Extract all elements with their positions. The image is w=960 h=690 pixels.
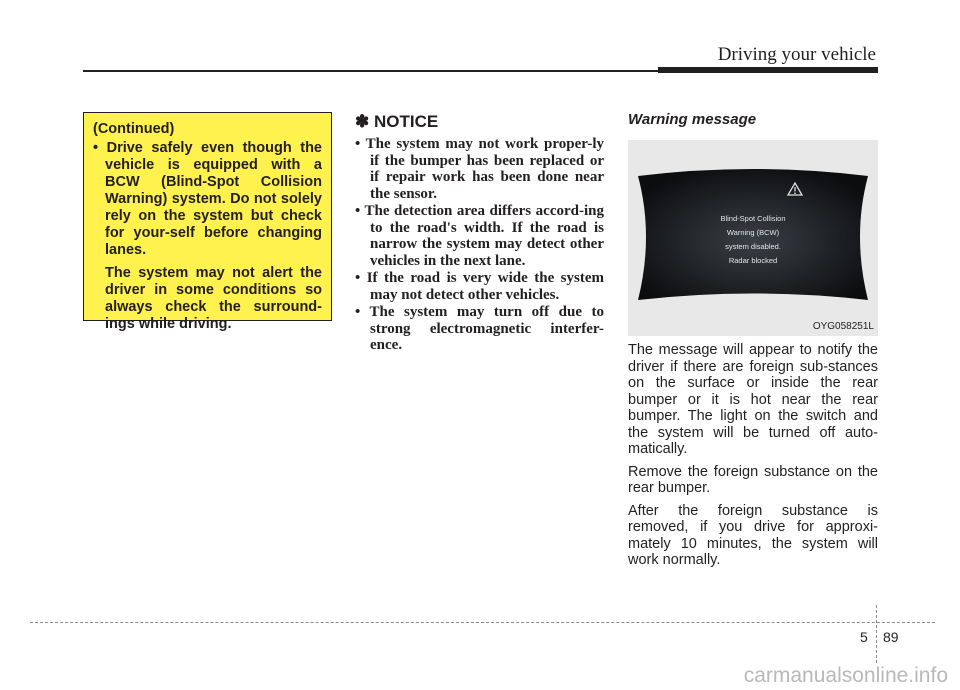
- caution-box: [83, 112, 332, 332]
- notice-item: • The system may not work proper-ly if the bumper has been replaced or if repair work has been done near the sensor.: [355, 136, 604, 202]
- display-line: system disabled.: [725, 242, 781, 251]
- notice-item: • The detection area differs accord-ing to the road's width. If the road is narrow the system may detect other vehicles in the next lane.: [355, 203, 604, 269]
- display-line: Radar blocked: [728, 256, 778, 265]
- notice-item: • The system may turn off due to strong electromagnetic interfer-ence.: [355, 304, 604, 353]
- cluster-display: [628, 140, 878, 336]
- notice-item: • If the road is very wide the system may not detect other vehicles.: [355, 270, 604, 303]
- continued-label: (Continued): [93, 121, 175, 137]
- chapter-number: 5: [860, 629, 868, 645]
- warning-body: [628, 342, 878, 575]
- section-title: Driving your vehicle: [717, 44, 876, 65]
- warning-heading: Warning message: [628, 111, 757, 128]
- display-line: Blind-Spot Collision: [720, 214, 786, 223]
- figure-id: OYG058251L: [812, 321, 874, 332]
- cluster-display-figure: [628, 140, 878, 336]
- watermark: carmanualsonline.info: [743, 664, 948, 687]
- warning-paragraph: The message will appear to notify the driver if there are foreign sub-stances on the surface or inside the rear bumper or it is hot near the rear bumper. The light on the switch and the system will be turned off auto-matically.: [628, 342, 878, 457]
- caution-bullet: • Drive safely even though the vehicle is equipped with a BCW (Blind-Spot Collision Warning) system. Do not solely rely on the system but check for your-self before changing lanes.: [93, 140, 322, 258]
- notice-heading: ✽ NOTICE: [355, 112, 439, 131]
- page-number: 89: [883, 629, 899, 645]
- warning-paragraph: After the foreign substance is removed, if you drive for approxi-mately 10 minutes, the system will work normally.: [628, 502, 878, 568]
- footer-divider: [876, 605, 877, 663]
- warning-paragraph: Remove the foreign substance on the rear bumper.: [628, 463, 878, 496]
- caution-paragraph: The system may not alert the driver in some conditions so always check the surround-ings while driving.: [105, 265, 322, 332]
- header-rule-accent: [658, 67, 878, 73]
- footer-rule: [30, 622, 935, 623]
- display-line: Warning (BCW): [726, 228, 780, 237]
- notice-list: [355, 136, 604, 355]
